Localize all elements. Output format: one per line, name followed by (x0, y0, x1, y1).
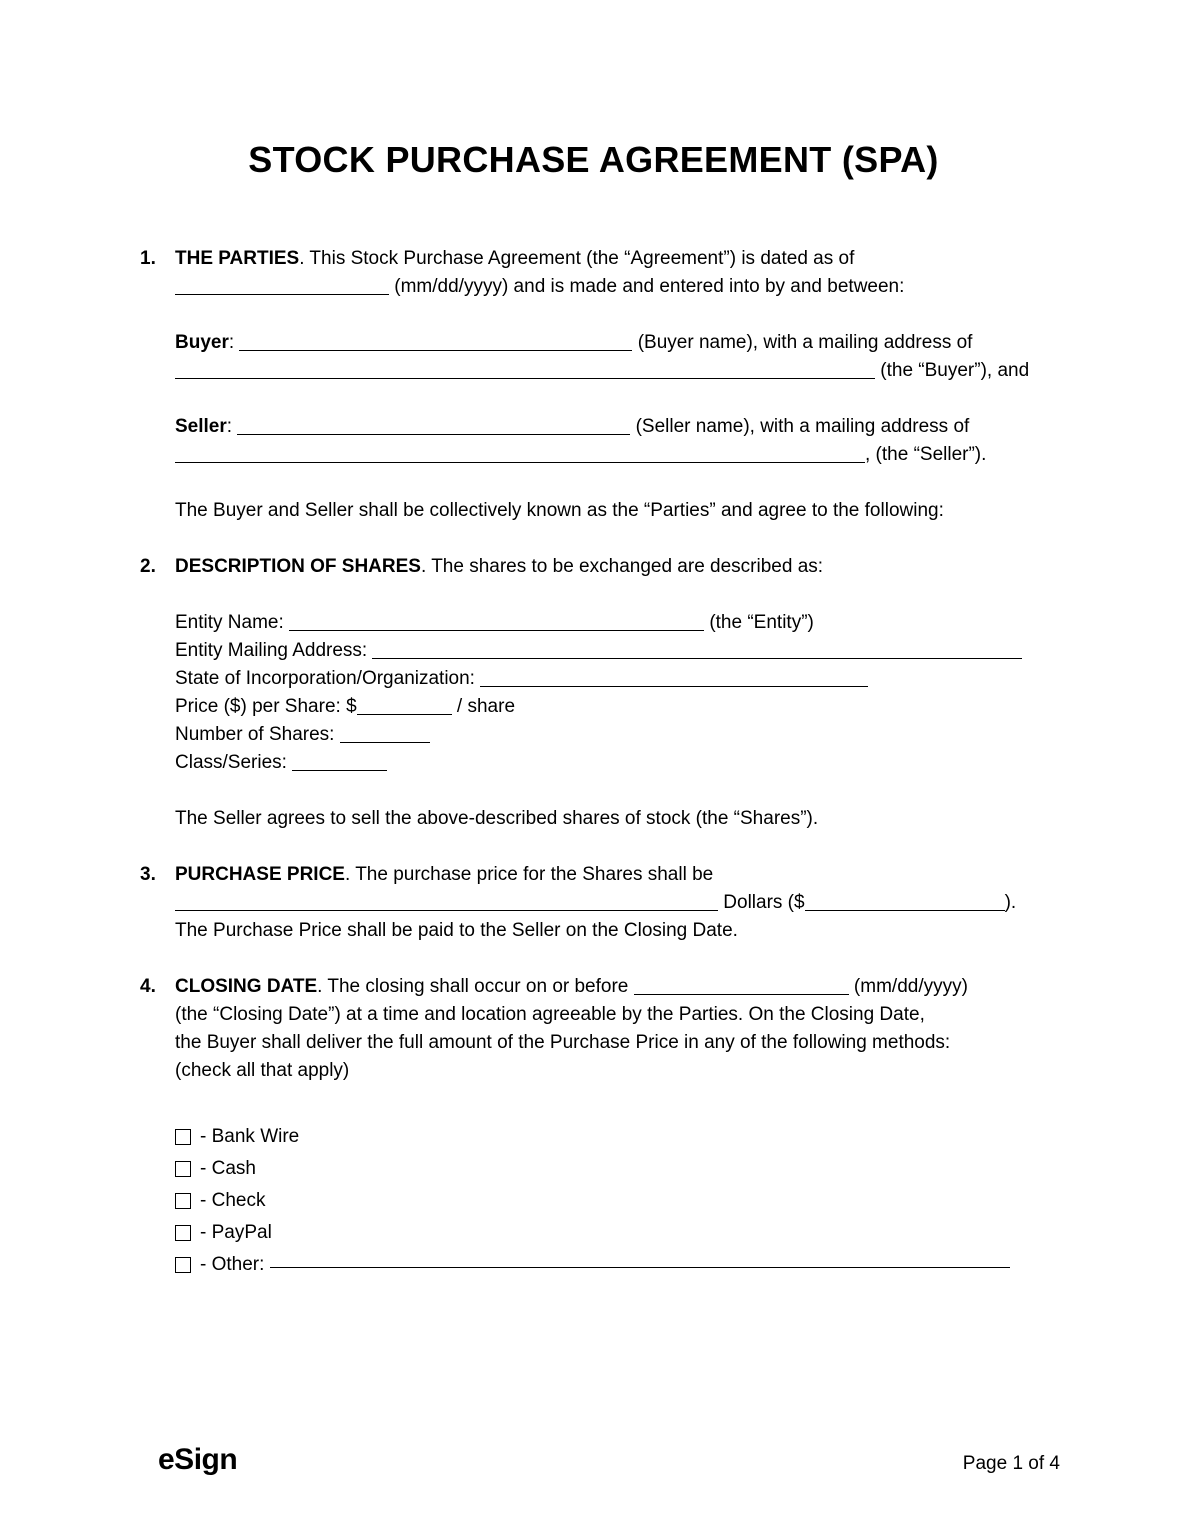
section-4-heading: CLOSING DATE (175, 976, 318, 997)
seller-paragraph (175, 413, 1047, 469)
seller-label: Seller (175, 416, 227, 437)
closing-date-suffix: (mm/dd/yyyy) (848, 976, 968, 997)
dollars-close-paren: ). (1004, 892, 1017, 913)
section-3-number: 3. (140, 864, 156, 885)
shares-fields-paragraph (175, 609, 1047, 777)
buyer-address-suffix: (the “Buyer”), and (875, 360, 1030, 381)
section-3-heading: PURCHASE PRICE (175, 864, 345, 885)
closing-date-blank[interactable] (634, 993, 849, 995)
section-1-number: 1. (140, 248, 156, 269)
page-number: Page 1 of 4 (962, 1453, 1060, 1474)
checkbox-other[interactable] (175, 1257, 191, 1273)
closing-date-line3: the Buyer shall deliver the full amount of the Purchase Price in any of the following methods: (175, 1032, 951, 1053)
payment-method-row-cash (175, 1153, 1047, 1185)
parties-collective-text: The Buyer and Seller shall be collectively known as the “Parties” and agree to the following: (175, 500, 944, 521)
payment-method-row-check (175, 1185, 1047, 1217)
page-footer (0, 1444, 1187, 1478)
buyer-label: Buyer (175, 332, 229, 353)
section-description-of-shares (140, 553, 1047, 833)
seller-name-suffix: (Seller name), with a mailing address of (630, 416, 970, 437)
section-closing-date (140, 973, 1047, 1281)
payment-methods-checklist (175, 1121, 1047, 1281)
closing-date-paragraph (175, 973, 1047, 1085)
document-title: STOCK PURCHASE AGREEMENT (SPA) (248, 139, 939, 180)
document-content (0, 245, 1187, 1281)
state-of-incorporation-label: State of Incorporation/Organization: (175, 668, 481, 689)
checkbox-bank-wire[interactable] (175, 1129, 191, 1145)
payment-method-label-check: - Check (200, 1190, 266, 1211)
payment-method-label-cash: - Cash (200, 1158, 256, 1179)
shares-agreement-note: The Seller agrees to sell the above-described shares of stock (the “Shares”). (175, 808, 819, 829)
buyer-address-blank[interactable] (175, 377, 875, 379)
purchase-price-paragraph (175, 861, 1047, 945)
state-of-incorporation-blank[interactable] (480, 685, 868, 687)
dollars-label: Dollars ($ (718, 892, 805, 913)
price-per-share-suffix: / share (451, 696, 516, 717)
buyer-label-sep: : (228, 332, 240, 353)
entity-name-suffix: (the “Entity”) (704, 612, 814, 633)
purchase-price-payment-note: The Purchase Price shall be paid to the Seller on the Closing Date. (175, 920, 738, 941)
payment-method-row-bank-wire (175, 1121, 1047, 1153)
checkbox-cash[interactable] (175, 1161, 191, 1177)
section-4-number: 4. (140, 976, 156, 997)
entity-address-label: Entity Mailing Address: (175, 640, 373, 661)
payment-method-row-other (175, 1249, 1047, 1281)
seller-address-suffix: , (the “Seller”). (865, 444, 987, 465)
other-method-blank[interactable] (270, 1266, 1010, 1268)
buyer-paragraph (175, 329, 1047, 385)
payment-method-label-other: - Other: (200, 1254, 265, 1275)
checkbox-check[interactable] (175, 1193, 191, 1209)
class-series-label: Class/Series: (175, 752, 293, 773)
seller-label-sep: : (226, 416, 238, 437)
payment-method-row-paypal (175, 1217, 1047, 1249)
number-of-shares-blank[interactable] (340, 741, 430, 743)
buyer-name-blank[interactable] (239, 349, 632, 351)
section-1-intro-text: . This Stock Purchase Agreement (the “Agreement”) is dated as of (299, 248, 855, 269)
shares-intro-paragraph (175, 553, 1047, 581)
entity-name-label: Entity Name: (175, 612, 290, 633)
esign-logo: eSign (158, 1443, 238, 1476)
checkbox-paypal[interactable] (175, 1225, 191, 1241)
section-2-number: 2. (140, 556, 156, 577)
seller-address-blank[interactable] (175, 461, 865, 463)
section-the-parties (140, 245, 1047, 525)
entity-address-blank[interactable] (372, 657, 1022, 659)
agreement-date-suffix: (mm/dd/yyyy) and is made and entered into by and between: (389, 276, 905, 297)
entity-name-blank[interactable] (289, 629, 704, 631)
class-series-blank[interactable] (292, 769, 387, 771)
buyer-name-suffix: (Buyer name), with a mailing address of (632, 332, 973, 353)
purchase-price-amount-blank[interactable] (805, 909, 1005, 911)
section-2-heading: DESCRIPTION OF SHARES (175, 556, 421, 577)
purchase-price-words-blank[interactable] (175, 909, 718, 911)
agreement-date-blank[interactable] (175, 293, 389, 295)
price-per-share-label: Price ($) per Share: $ (175, 696, 357, 717)
payment-method-label-bank-wire: - Bank Wire (200, 1126, 300, 1147)
section-2-intro-text: . The shares to be exchanged are described as: (420, 556, 824, 577)
section-3-intro-text: . The purchase price for the Shares shall be (344, 864, 714, 885)
section-purchase-price (140, 861, 1047, 945)
seller-name-blank[interactable] (237, 433, 630, 435)
closing-date-line2: (the “Closing Date”) at a time and location agreeable by the Parties. On the Closing Date, (175, 1004, 925, 1025)
price-per-share-blank[interactable] (357, 713, 452, 715)
number-of-shares-label: Number of Shares: (175, 724, 340, 745)
section-4-intro-text: . The closing shall occur on or before (317, 976, 634, 997)
parties-intro-paragraph (175, 245, 1047, 301)
closing-date-line4: (check all that apply) (175, 1060, 350, 1081)
payment-method-label-paypal: - PayPal (200, 1222, 272, 1243)
section-1-heading: THE PARTIES (175, 248, 300, 269)
